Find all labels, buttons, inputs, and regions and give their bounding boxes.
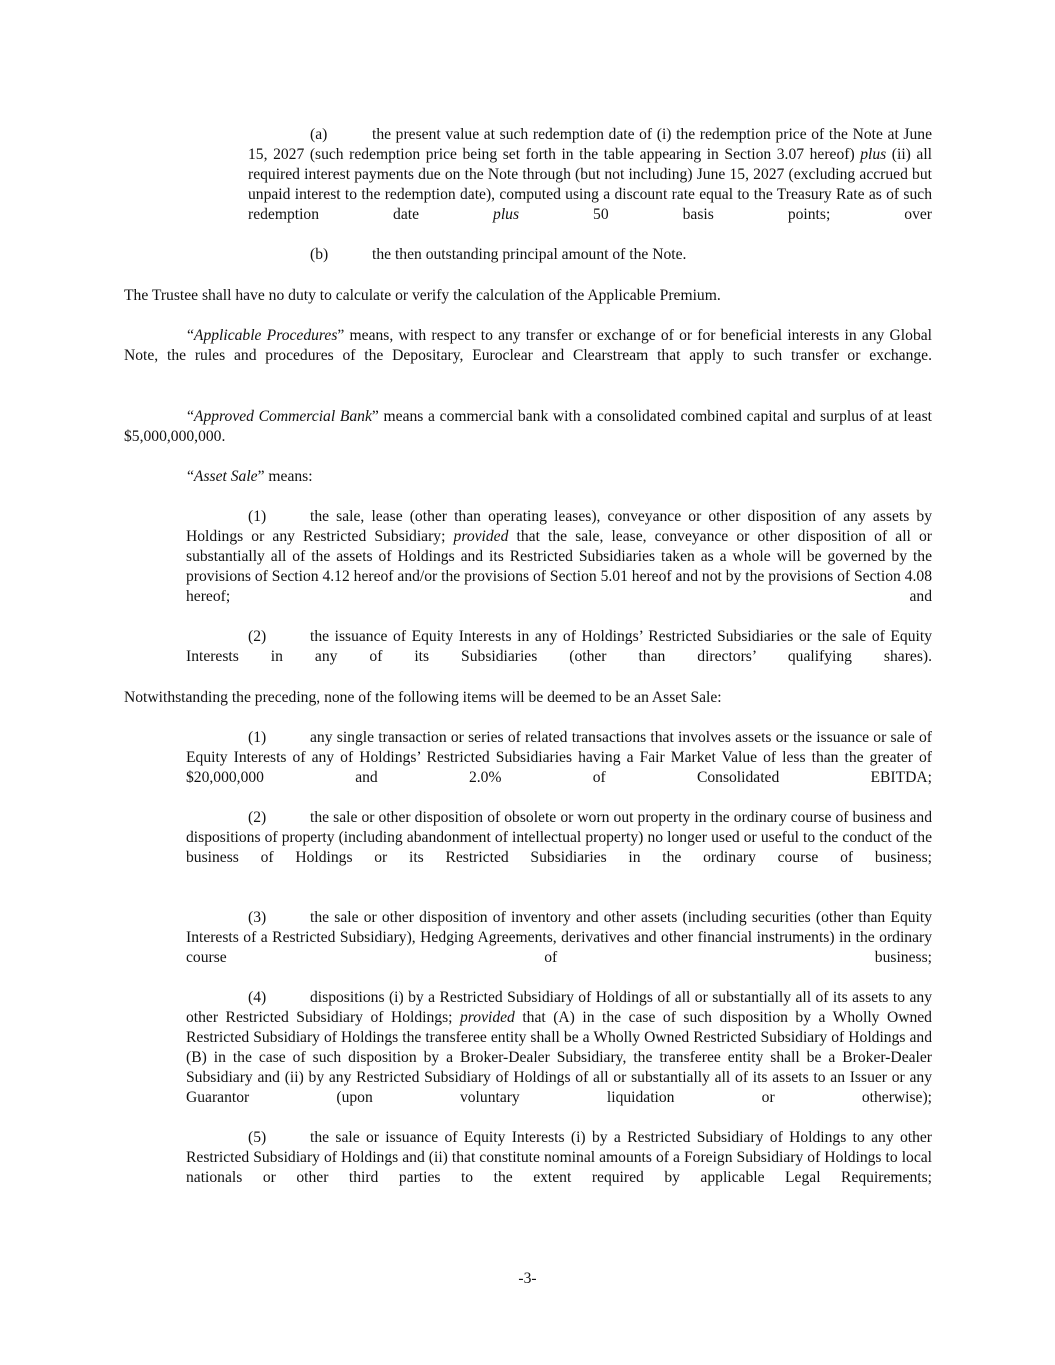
item-label: (1) [248,729,267,746]
item-label: (1) [248,508,267,525]
asset-sale-item-2: (2) the issuance of Equity Interests in any of Holdings’ Restricted Subsidiaries or the sale of Equity Interests in any of its Subsidiaries (other than directors’ qualifying shares). [186,628,932,665]
clause-a-label: (a) [310,126,328,143]
defined-term: Applicable Procedures [193,327,338,344]
asset-sale-item-1: (1) the sale, lease (other than operating leases), conveyance or other disposition of any assets by Holdings or any Restricted Subsidiary; provided that the sale, lease, conveyance or other disposition of all or substantially all of the assets of Holdings and its Restricted Subsidiaries taken as a whole will be governed by the provisions of Section 4.12 hereof and/or the provisions of Section 5.01 hereof and not by the provisions of Section 4.08 hereof; and [186,508,932,605]
exclusion-item-3: (3) the sale or other disposition of inventory and other assets (including securities (other than Equity Interests of a Restricted Subsidiary), Hedging Agreements, derivatives and other financial instruments) in the ordinary course of business; [186,909,932,966]
exclusion-item-5: (5) the sale or issuance of Equity Interests (i) by a Restricted Subsidiary of Holdings to any other Restricted Subsidiary of Holdings and (ii) that constitute nominal amounts of a Foreign Subsidiary of Holdings to local nationals or other third parties to the extent required by applicable Legal Requirements; [186,1129,932,1186]
exclusion-item-2: (2) the sale or other disposition of obsolete or worn out property in the ordinary course of business and dispositions of property (including abandonment of intellectual property) no longer used or useful to the conduct of the business of Holdings or its Restricted Subsidiaries in the ordinary course of business; [186,809,932,866]
item-label: (3) [248,909,267,926]
defined-term: Approved Commercial Bank [193,408,372,425]
definition-approved-commercial-bank: “Approved Commercial Bank” means a commercial bank with a consolidated combined capital and surplus of at least $5,000,000,000. [124,408,932,445]
trustee-paragraph: The Trustee shall have no duty to calculate or verify the calculation of the Applicable Premium. [124,287,721,304]
defined-term: Asset Sale [193,468,258,485]
item-label: (5) [248,1129,267,1146]
exclusion-item-1: (1) any single transaction or series of related transactions that involves assets or the issuance or sale of Equity Interests of any of Holdings’ Restricted Subsidiaries having a Fair Market Value of less than the greater of $20,000,000 and 2.0% of Consolidated EBITDA; [186,729,932,786]
clause-b: (b) the then outstanding principal amount of the Note. [310,246,687,263]
clause-b-label: (b) [310,246,329,263]
item-label: (4) [248,989,267,1006]
definition-asset-sale: “Asset Sale” means: [187,468,313,485]
item-label: (2) [248,628,267,645]
notwithstanding-paragraph: Notwithstanding the preceding, none of the following items will be deemed to be an Asset Sale: [124,689,722,706]
clause-a: (a) the present value at such redemption date of (i) the redemption price of the Note at June 15, 2027 (such redemption price being set forth in the table appearing in Section 3.07 hereof) plus (ii) all required interest payments due on the Note through (but not including) June 15, 2027 (excluding accrued but unpaid interest to the redemption date), computed using a discount rate equal to the Treasury Rate as of such redemption date plus 50 basis points; over [248,126,932,223]
exclusion-item-4: (4) dispositions (i) by a Restricted Subsidiary of Holdings of all or substantially all of its assets to any other Restricted Subsidiary of Holdings; provided that (A) in the case of such disposition by a Wholly Owned Restricted Subsidiary of Holdings the transferee entity shall be a Wholly Owned Restricted Subsidiary of Holdings and (B) in the case of such disposition by a Broker-Dealer Subsidiary, the transferee entity shall be a Broker-Dealer Subsidiary and (ii) by any Restricted Subsidiary of Holdings of all or substantially all of its assets to an Issuer or any Guarantor (upon voluntary liquidation or otherwise); [186,989,932,1106]
item-label: (2) [248,809,267,826]
page-number: -3- [518,1270,537,1287]
definition-applicable-procedures: “Applicable Procedures” means, with respect to any transfer or exchange of or for beneficial interests in any Global Note, the rules and procedures of the Depositary, Euroclear and Clearstream that apply to such transfer or exchange. [124,327,932,364]
